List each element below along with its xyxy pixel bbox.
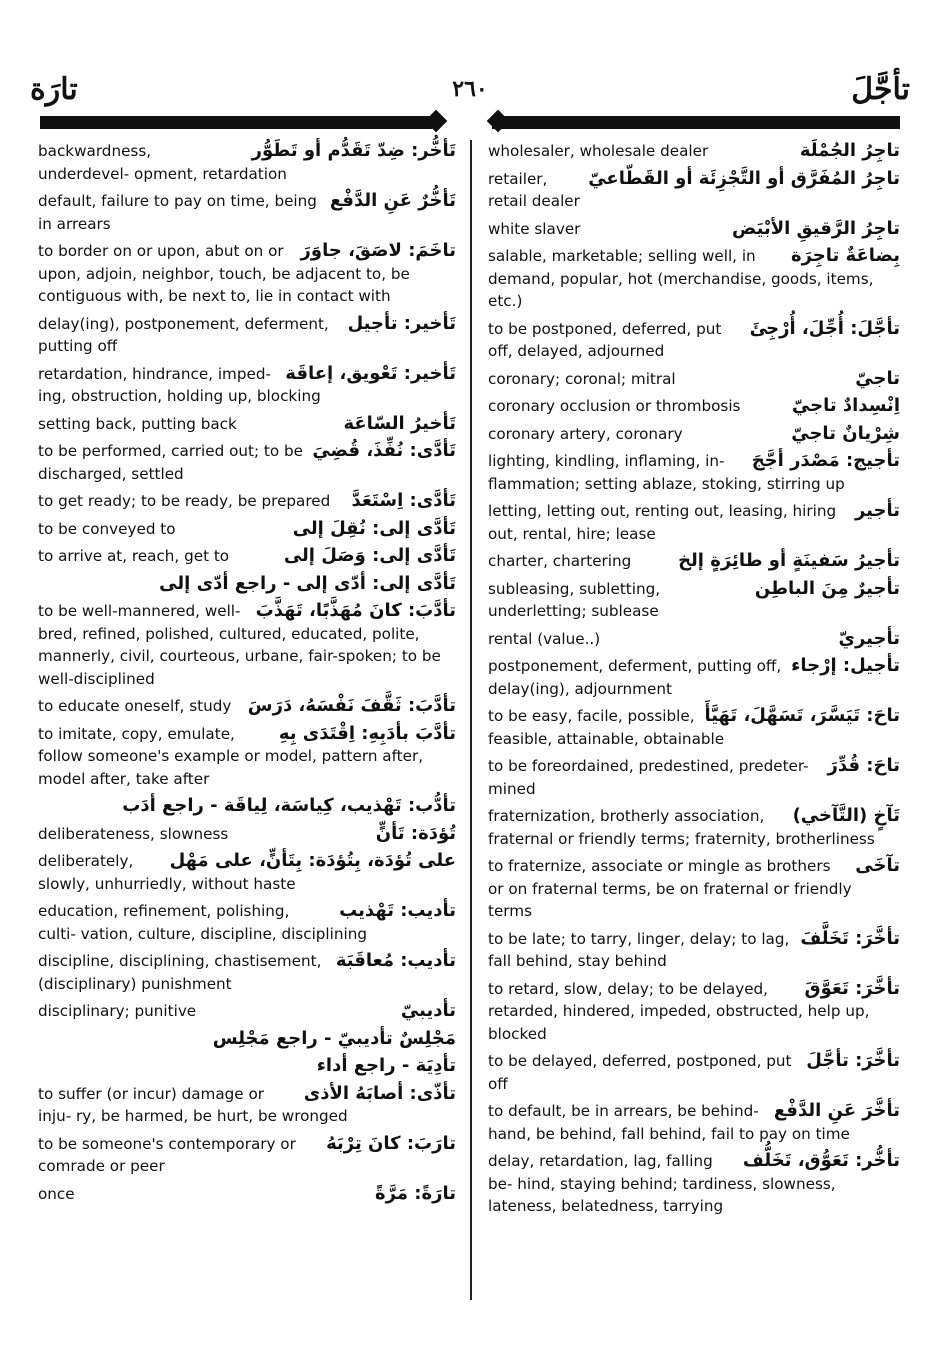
dictionary-entry — [488, 318, 900, 363]
arabic-headword: تأدُّب: تَهْذيب، كِياسَة، لِياقَة - راجع أدَب — [122, 795, 456, 816]
arabic-headword: تأخُّر: تَعَوُّق، تَخَلُّف — [742, 1150, 900, 1171]
dictionary-entry — [488, 1150, 900, 1218]
dictionary-entry — [488, 423, 900, 446]
arabic-headword: تأجيرُ سَفينَةٍ أو طائِرَةٍ إلخ — [678, 550, 900, 571]
dictionary-entry — [488, 550, 900, 573]
arabic-headword: تَأخُّر: ضِدّ تَقَدُّم أو تَطَوُّر — [251, 140, 456, 161]
arabic-headword: تَأدَّى إلى: وَصَلَ إلى — [283, 545, 456, 566]
right-guide-word: تأجَّلَ — [851, 72, 910, 107]
dictionary-entry — [38, 1133, 456, 1178]
dictionary-entry — [38, 313, 456, 358]
english-definition: retardation, hindrance, imped- ing, obstruction, holding up, blocking — [38, 364, 321, 405]
arabic-headword: تأديبيّ — [400, 1000, 456, 1021]
dictionary-entry — [38, 573, 456, 596]
dictionary-entry — [38, 900, 456, 945]
dictionary-entry — [38, 695, 456, 718]
english-definition: to be someone's contemporary or comrade or peer — [38, 1134, 296, 1175]
dictionary-entry — [488, 500, 900, 545]
arabic-headword: تارَةً: مَرَّةً — [375, 1182, 456, 1204]
arabic-headword: تأجَّلَ: أُجِّلَ، أُرْجِئَ — [749, 317, 900, 339]
arabic-headword: تأذّى: أصابَهُ الأذى — [303, 1082, 456, 1104]
arabic-headword: تَأدَّى: نُفِّذَ، قُضِيَ — [312, 440, 456, 461]
dictionary-entry — [38, 190, 456, 235]
dictionary-entry — [38, 1183, 456, 1206]
dictionary-entry — [38, 518, 456, 541]
dictionary-entry — [488, 395, 900, 418]
arabic-headword: تاحَ: قُدِّرَ — [827, 755, 900, 776]
dictionary-entry — [38, 795, 456, 818]
dictionary-entry — [488, 928, 900, 973]
english-definition: subleasing, subletting, underletting; sublease — [488, 579, 661, 620]
dictionary-entry — [38, 440, 456, 485]
arabic-headword: تَأدَّى إلى: أدّى إلى - راجع أدّى إلى — [159, 572, 456, 594]
english-definition: to border on or upon, abut on or upon, adjoin, neighbor, touch, be adjacent to, be contiguous with, be next to, lie in contact with — [38, 242, 410, 305]
arabic-headword: تأخَّرَ: تأجَّلَ — [806, 1050, 900, 1071]
arabic-headword: تاجِرُ المُفَرَّق أو التَّجْزِئَة أو القَطّاعيّ — [588, 167, 900, 189]
dictionary-entry — [38, 850, 456, 895]
dictionary-entry — [38, 1000, 456, 1023]
english-definition: to be conveyed to — [38, 519, 176, 538]
arabic-headword: تأجيل: إرْجاء — [791, 655, 900, 676]
dictionary-entry — [488, 1050, 900, 1095]
english-definition: disciplinary; punitive — [38, 1002, 197, 1020]
english-definition: coronary artery, coronary — [488, 424, 683, 443]
arabic-headword: تأخَّرَ: تَعَوَّقَ — [804, 977, 900, 999]
page-number: ٢٦٠ — [452, 76, 488, 102]
dictionary-entry — [38, 413, 456, 436]
arabic-headword: تاحَ: تَيَسَّرَ، تَسَهَّلَ، تَهَيَّأَ — [704, 705, 900, 726]
english-definition: lighting, kindling, inflaming, in- flammation; setting ablaze, stoking, stirring up — [488, 452, 845, 493]
arabic-headword: اِنْسِدادٌ تاجيّ — [791, 395, 900, 416]
left-column — [38, 140, 456, 1210]
english-definition: to fraternize, associate or mingle as brothers or on fraternal terms, be on fraternal or friendly terms — [488, 857, 852, 920]
english-definition: retailer, retail dealer — [488, 169, 580, 210]
dictionary-entry — [488, 855, 900, 923]
english-definition: to suffer (or incur) damage or inju- ry, be harmed, be hurt, be wronged — [38, 1084, 348, 1125]
english-definition: to arrive at, reach, get to — [38, 547, 230, 565]
english-definition: to be delayed, deferred, postponed, put off — [488, 1052, 792, 1093]
arabic-headword: تُؤدَة: تَأنٍّ — [375, 822, 456, 844]
arabic-headword: تآخَى — [855, 855, 900, 876]
dictionary-entry — [488, 755, 900, 800]
column-divider — [470, 140, 472, 1300]
dictionary-entry — [38, 600, 456, 690]
arabic-headword: تأجير — [854, 500, 900, 521]
dictionary-entry — [488, 450, 900, 495]
english-definition: setting back, putting back — [38, 414, 237, 433]
dictionary-entry — [38, 545, 456, 568]
arabic-headword: تأديب: مُعاقَبَة — [335, 950, 456, 971]
dictionary-entry — [488, 140, 900, 163]
dictionary-entry — [38, 1028, 456, 1051]
dictionary-entry — [38, 723, 456, 791]
english-definition: fraternization, brotherly association, fraternal or friendly terms; fraternity, brotherliness — [488, 807, 875, 848]
header-rule-right — [492, 116, 900, 129]
english-definition: delay, retardation, lag, falling be- hind, staying behind; tardiness, slowness, lateness, belatedness, tarrying — [488, 1152, 836, 1215]
english-definition: to be postponed, deferred, put off, delayed, adjourned — [488, 319, 722, 360]
english-definition: to be performed, carried out; to be discharged, settled — [38, 442, 303, 483]
english-definition: rental (value..) — [488, 629, 601, 648]
dictionary-entry — [488, 578, 900, 623]
english-definition: to educate oneself, study — [38, 697, 232, 715]
dictionary-entry — [38, 240, 456, 308]
arabic-headword: تأدَّبَ: كانَ مُهَذَّبًا، تَهَذَّبَ — [255, 600, 456, 621]
english-definition: to retard, slow, delay; to be delayed, retarded, hindered, impeded, obstructed, help up, blocked — [488, 979, 870, 1043]
dictionary-entry — [488, 218, 900, 241]
english-definition: coronary occlusion or thrombosis — [488, 397, 741, 415]
dictionary-entry — [488, 245, 900, 313]
english-definition: to be late; to tarry, linger, delay; to lag, fall behind, stay behind — [488, 929, 790, 970]
english-definition: backwardness, underdevel- opment, retardation — [38, 142, 287, 183]
english-definition: to default, be in arrears, be behind- hand, be behind, fall behind, fail to pay on time — [488, 1102, 850, 1143]
arabic-headword: تَأدَّى إلى: نُقِلَ إلى — [292, 517, 456, 539]
english-definition: to imitate, copy, emulate, follow someone's example or model, pattern after, model after, take after — [38, 724, 424, 788]
arabic-headword: تاخَمَ: لاصَقَ، جاوَرَ — [300, 240, 456, 261]
english-definition: to get ready; to be ready, be prepared — [38, 492, 331, 510]
english-definition: to be well-mannered, well- bred, refined, polished, cultured, educated, polite, mannerly, civil, courteous, urbane, fair-spoken; to be well-disciplined — [38, 602, 441, 688]
english-definition: deliberateness, slowness — [38, 824, 229, 843]
dictionary-entry — [38, 950, 456, 995]
arabic-headword: تارَبَ: كانَ تِرْبَهُ — [326, 1132, 456, 1154]
english-definition: coronary; coronal; mitral — [488, 369, 676, 388]
arabic-headword: تاجِرُ الجُمْلَة — [799, 140, 900, 161]
dictionary-entry — [488, 805, 900, 850]
arabic-headword: تأدَّبَ بأدَبِهِ: اِقْتَدَى بِهِ — [278, 722, 456, 744]
dictionary-entry — [38, 823, 456, 846]
dictionary-entry — [488, 705, 900, 750]
english-definition: white slaver — [488, 219, 581, 238]
arabic-headword: مَجْلِسٌ تأديبيّ - راجع مَجْلِس — [212, 1027, 456, 1049]
english-definition: letting, letting out, renting out, leasing, hiring out, rental, hire; lease — [488, 502, 837, 543]
arabic-headword: على تُؤدَة، بِتُؤدَة: بِتَأنٍّ، على مَهْل — [169, 850, 456, 871]
english-definition: discipline, disciplining, chastisement, (disciplinary) punishment — [38, 952, 322, 993]
dictionary-entry — [38, 363, 456, 408]
arabic-headword: تَأخيرُ السّاعَة — [343, 412, 456, 434]
header-rule-left — [40, 116, 432, 129]
arabic-headword: تَأخير: تَعْويق، إعاقَة — [285, 362, 456, 384]
arabic-headword: تَأخُّرٌ عَنِ الدَّفْع — [329, 190, 456, 211]
arabic-headword: تأجيريّ — [838, 627, 900, 649]
arabic-headword: تأدِيَة - راجع أداء — [316, 1055, 456, 1076]
english-definition: to be easy, facile, possible, feasible, attainable, obtainable — [488, 707, 725, 748]
arabic-headword: تأجيج: مَصْدَر أجَّجَ — [751, 450, 900, 471]
right-column — [488, 140, 900, 1223]
english-definition: default, failure to pay on time, being in arrears — [38, 192, 317, 233]
english-definition: salable, marketable; selling well, in demand, popular, hot (merchandise, goods, items, etc.) — [488, 247, 874, 310]
english-definition: deliberately, slowly, unhurriedly, without haste — [38, 852, 296, 893]
dictionary-entry — [38, 490, 456, 513]
arabic-headword: تَأخير: تأجيل — [347, 312, 456, 334]
dictionary-entry — [488, 628, 900, 651]
english-definition: once — [38, 1184, 75, 1203]
arabic-headword: بِضاعَةٌ تاجِرَة — [790, 245, 900, 266]
dictionary-entry — [488, 368, 900, 391]
left-guide-word: تارَة — [30, 72, 78, 107]
arabic-headword: تاجيّ — [855, 367, 900, 389]
arabic-headword: تَأدَّى: اِسْتَعَدَّ — [351, 490, 456, 511]
arabic-headword: تاجِرُ الرَّقيقِ الأبْيَض — [732, 217, 900, 239]
english-definition: wholesaler, wholesale dealer — [488, 142, 709, 160]
english-definition: to be foreordained, predestined, predeter- mined — [488, 757, 809, 798]
dictionary-entry — [38, 1083, 456, 1128]
arabic-headword: تأديب: تَهْذيب — [339, 900, 456, 921]
dictionary-entry — [488, 978, 900, 1046]
dictionary-entry — [488, 168, 900, 213]
arabic-headword: تأدَّبَ: ثَقَّفَ نَفْسَهُ، دَرَسَ — [247, 695, 456, 716]
english-definition: delay(ing), postponement, deferment, putting off — [38, 314, 329, 355]
arabic-headword: تَآخٍ (التَّآخي) — [792, 805, 900, 826]
dictionary-entry — [38, 1055, 456, 1078]
dictionary-entry — [488, 655, 900, 700]
english-definition: postponement, deferment, putting off, delay(ing), adjournment — [488, 657, 782, 698]
arabic-headword: تأخَّرَ: تَخَلَّفَ — [800, 927, 900, 949]
arabic-headword: تأخَّرَ عَنِ الدَّفْع — [773, 1100, 900, 1121]
arabic-headword: شِرْيانٌ تاجيّ — [791, 422, 900, 444]
arabic-headword: تأجيرٌ مِنَ الباطِن — [754, 577, 900, 599]
english-definition: education, refinement, polishing, culti- vation, culture, discipline, disciplining — [38, 902, 367, 943]
dictionary-entry — [488, 1100, 900, 1145]
page-header — [30, 72, 910, 112]
english-definition: charter, chartering — [488, 552, 632, 570]
dictionary-entry — [38, 140, 456, 185]
